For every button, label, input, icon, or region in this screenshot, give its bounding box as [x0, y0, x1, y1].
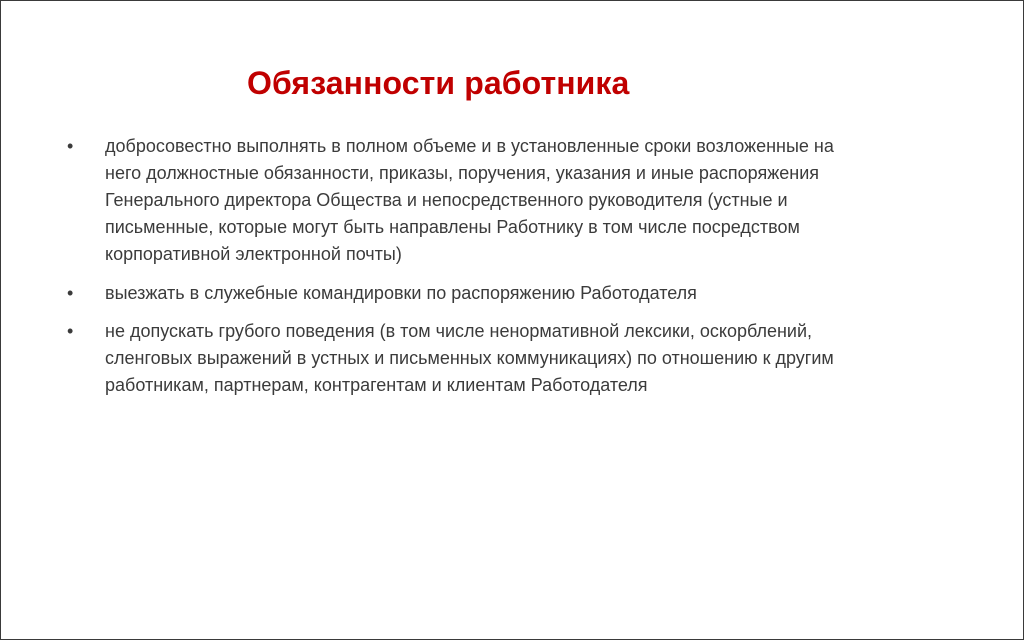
bullet-text-line: добросовестно выполнять в полном объеме и в установленные сроки возложенные на	[105, 136, 834, 156]
bullet-icon: •	[67, 283, 74, 303]
slide-title: Обязанности работника	[247, 65, 630, 101]
list-item	[61, 133, 981, 268]
duties-list	[61, 133, 981, 411]
bullet-icon: •	[67, 136, 74, 156]
bullet-text-line: письменные, которые могут быть направлены Работнику в том числе посредством	[105, 217, 800, 237]
bullet-text-line: работникам, партнерам, контрагентам и клиентам Работодателя	[105, 375, 648, 395]
list-item	[61, 318, 981, 399]
list-item	[61, 280, 981, 307]
bullet-text-line: корпоративной электронной почты)	[105, 244, 402, 264]
bullet-text-line: не допускать грубого поведения (в том числе ненормативной лексики, оскорблений,	[105, 321, 813, 341]
bullet-text-line: него должностные обязанности, приказы, поручения, указания и иные распоряжения	[105, 163, 820, 183]
bullet-text-line: выезжать в служебные командировки по распоряжению Работодателя	[105, 283, 697, 303]
bullet-text-line: сленговых выражений в устных и письменных коммуникациях) по отношению к другим	[105, 348, 834, 368]
bullet-icon: •	[67, 321, 74, 341]
bullet-text-line: Генерального директора Общества и непосредственного руководителя (устные и	[105, 190, 788, 210]
